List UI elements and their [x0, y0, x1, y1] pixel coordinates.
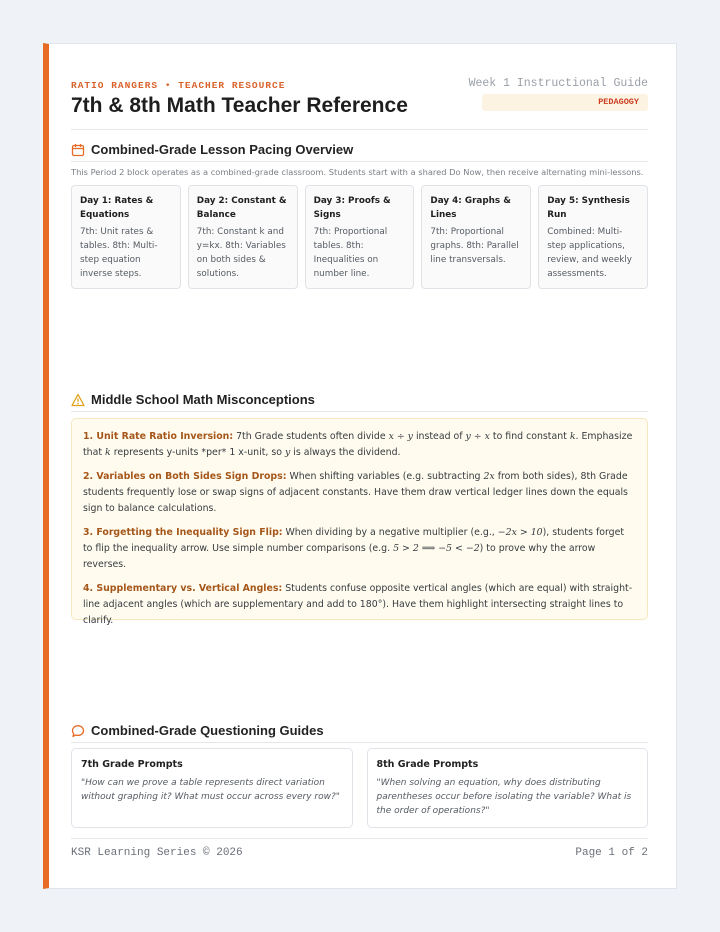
math-expression: y [284, 447, 291, 458]
misconception-lead: 2. Variables on Both Sides Sign Drops: [83, 471, 287, 482]
math-expression: −2x > 10 [497, 527, 543, 538]
day-title: Day 4: Graphs & Lines [430, 196, 511, 220]
misconception-text: ) to prove why the arrow reverses. [83, 543, 596, 570]
prompt-cards [71, 748, 648, 828]
misconception-item [83, 525, 636, 573]
day-title: Day 3: Proofs & Signs [313, 196, 391, 220]
day-card [421, 185, 531, 289]
day-description: 7th: Proportional tables. 8th: Inequalities on number line. [313, 227, 388, 279]
day-card [71, 185, 181, 289]
footer-copyright: KSR Learning Series © 2026 [71, 847, 243, 859]
header-divider [71, 129, 648, 130]
misconception-text: instead of [412, 431, 466, 442]
prompt-title: 8th Grade Prompts [376, 759, 479, 770]
day-title: Day 5: Synthesis Run [547, 196, 630, 220]
warning-icon [71, 392, 85, 406]
pacing-intro: This Period 2 block operates as a combined-grade classroom. Students start with a shared Do Now, then receive alternating mini-lessons. [71, 167, 644, 177]
calendar-icon [71, 142, 85, 156]
math-expression: y ÷ x [465, 431, 490, 442]
pacing-section-title: Combined-Grade Lesson Pacing Overview [91, 141, 354, 157]
day-card [305, 185, 415, 289]
misconception-lead: 4. Supplementary vs. Vertical Angles: [83, 583, 283, 594]
prompt-card [367, 748, 649, 828]
misconception-item [83, 429, 636, 461]
misconception-text: Students confuse opposite vertical angles (which are equal) with straight-line adjacent angles (which are supplementary and add to 180°). Have them highlight intersecting straight lines to clarify. [83, 583, 633, 626]
misconceptions-section-title: Middle School Math Misconceptions [91, 391, 315, 407]
page-number: Page 1 of 2 [575, 847, 648, 859]
day-description: 7th: Unit rates & tables. 8th: Multi-step equation inverse steps. [80, 227, 158, 279]
page-content [71, 44, 648, 888]
pacing-section-header [71, 139, 648, 159]
header-eyebrow: RATIO RANGERS • TEACHER RESOURCE [71, 80, 286, 91]
footer-divider [71, 838, 648, 839]
misconception-lead: 3. Forgetting the Inequality Sign Flip: [83, 527, 283, 538]
day-card [188, 185, 298, 289]
prompt-text: "When solving an equation, why does distributing parentheses occur before isolating the variable? What is the order of operations?" [376, 778, 632, 816]
prompt-text: "How can we prove a table represents direct variation without graphing it? What must occur across every row?" [81, 778, 340, 802]
misconceptions-divider [71, 411, 648, 412]
guide-label: Week 1 Instructional Guide [468, 77, 648, 90]
math-expression: x ÷ y [388, 431, 413, 442]
misconception-lead: 1. Unit Rate Ratio Inversion: [83, 431, 234, 442]
misconception-text: When shifting variables (e.g. subtracting [286, 471, 484, 482]
day-description: Combined: Multi-step applications, review, and weekly assessments. [547, 227, 632, 279]
day-description: 7th: Proportional graphs. 8th: Parallel line transversals. [430, 227, 519, 265]
math-expression: 2x [483, 471, 495, 482]
prompt-title: 7th Grade Prompts [81, 759, 183, 770]
misconception-text: . Emphasize that [83, 431, 633, 458]
day-description: 7th: Constant k and y=kx. 8th: Variables on both sides & solutions. [196, 227, 286, 279]
math-expression: k [569, 431, 576, 442]
page-title: 7th & 8th Math Teacher Reference [71, 94, 408, 117]
prompt-card [71, 748, 353, 828]
day-title: Day 1: Rates & Equations [80, 196, 154, 220]
misconception-text: ), students forget to flip the inequality arrow. Use simple number comparisons (e.g. [83, 527, 625, 554]
misconception-text: 7th Grade students often divide [233, 431, 389, 442]
questioning-divider [71, 742, 648, 743]
questioning-section-header [71, 720, 648, 740]
misconception-text: is always the dividend. [290, 447, 401, 458]
misconception-item [83, 469, 636, 517]
math-expression: k [105, 447, 111, 458]
speech-bubble-icon [71, 723, 85, 737]
day-title: Day 2: Constant & Balance [196, 196, 287, 220]
misconceptions-section-header [71, 389, 648, 409]
pacing-divider [71, 161, 648, 162]
misconception-text: When dividing by a negative multiplier (e.g., [282, 527, 498, 538]
questioning-section-title: Combined-Grade Questioning Guides [91, 722, 324, 738]
day-cards [71, 185, 648, 289]
misconception-text: represents y-units *per* 1 x-unit, so [110, 447, 285, 458]
document-page [43, 43, 677, 889]
misconception-item [83, 581, 636, 629]
misconception-text: to find constant [489, 431, 570, 442]
category-badge: PEDAGOGY [482, 94, 648, 111]
misconceptions-callout [71, 418, 648, 626]
day-card [538, 185, 648, 289]
misconception-text: from both sides), 8th Grade students frequently lose or swap signs of adjacent constants. Have them draw vertical ledger lines down the equals sign to balance calculations. [83, 471, 628, 514]
math-expression: 5 > 2 ⟹ −5 < −2 [393, 543, 480, 554]
